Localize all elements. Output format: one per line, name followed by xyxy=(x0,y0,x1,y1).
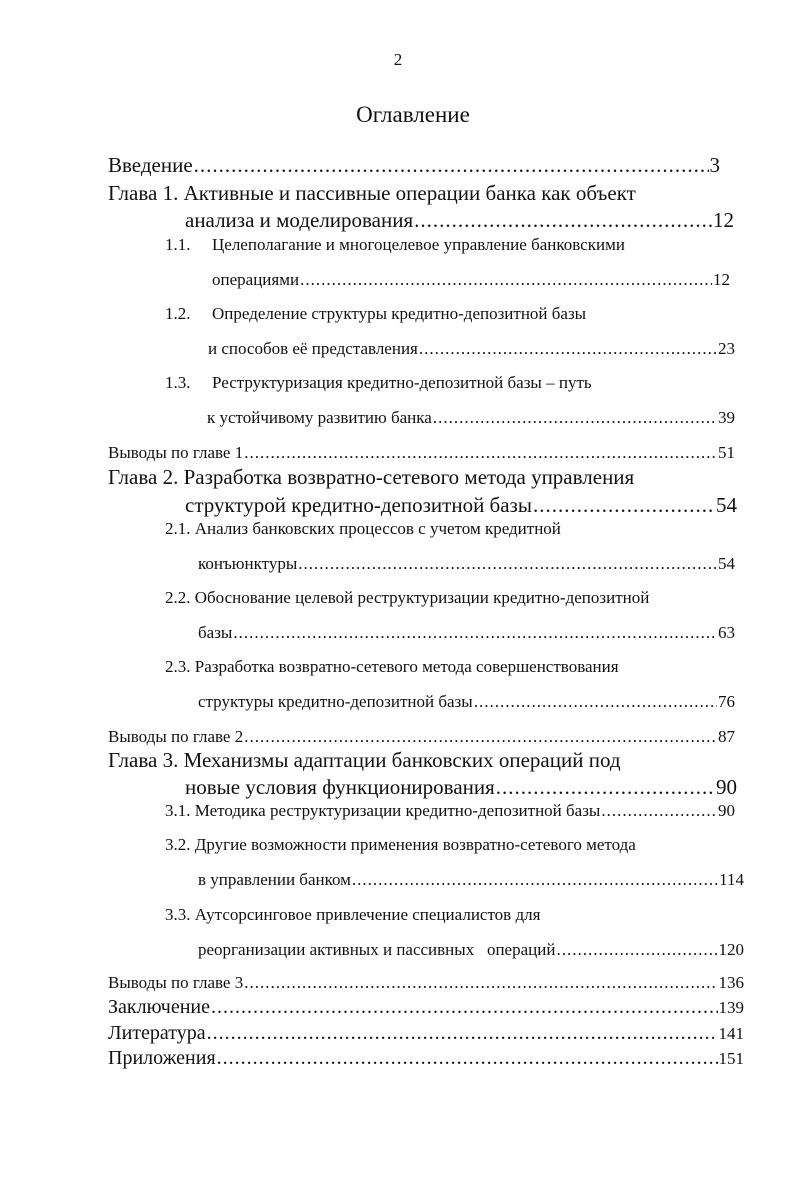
toc-entry-label: новые условия функционирования xyxy=(185,775,495,799)
toc-page-number: 54 xyxy=(718,554,735,573)
toc-title: Оглавление xyxy=(356,102,470,127)
toc-page-number: 54 xyxy=(716,493,737,517)
toc-section-2-2 xyxy=(198,623,735,643)
toc-chapter-1 xyxy=(185,208,734,233)
toc-page-number: 51 xyxy=(718,443,735,462)
toc-entry-label: Выводы по главе 3 xyxy=(108,973,244,992)
toc-section-1-1 xyxy=(212,270,730,290)
toc-section-2-1 xyxy=(198,554,735,574)
toc-section-2-3 xyxy=(198,692,735,712)
toc-section-3-3-title: 3.3. Аутсорсинговое привлечение специалистов для xyxy=(165,905,541,924)
toc-entry-conclusion xyxy=(108,996,744,1019)
toc-page-number: 90 xyxy=(718,801,735,820)
section-number: 1.2. xyxy=(165,304,191,323)
toc-section-2-2-title: 2.2. Обоснование целевой реструктуризации кредитно-депозитной xyxy=(165,588,650,607)
toc-entry-appendices xyxy=(108,1047,744,1070)
section-number: 1.1. xyxy=(165,235,191,254)
toc-entry-label: конъюнктуры xyxy=(198,554,298,573)
toc-entry-intro xyxy=(108,153,720,178)
toc-entry-label: базы xyxy=(198,623,233,642)
toc-section-1-2 xyxy=(208,339,735,359)
toc-section-2-1-title: 2.1. Анализ банковских процессов с учетом кредитной xyxy=(165,519,561,538)
dot-leader xyxy=(601,801,717,821)
toc-entry-label: в управлении банком xyxy=(198,870,351,889)
dot-leader xyxy=(217,1047,718,1070)
toc-section-1-3-title xyxy=(165,373,592,393)
toc-section-1-2-title xyxy=(165,304,586,324)
toc-chapter-2 xyxy=(185,493,737,518)
dot-leader xyxy=(556,940,717,960)
toc-section-3-2 xyxy=(198,870,744,890)
toc-entry-label: анализа и моделирования xyxy=(185,208,414,232)
toc-chapter-1-conclusions xyxy=(108,443,735,463)
toc-page-number: 114 xyxy=(719,870,744,889)
toc-page-number: 23 xyxy=(718,339,735,358)
toc-page-number: 3 xyxy=(709,153,720,177)
toc-chapter-2-conclusions xyxy=(108,727,735,747)
toc-entry-label: Выводы по главе 2 xyxy=(108,727,244,746)
toc-entry-label: Приложения xyxy=(108,1047,216,1069)
toc-page-number: 141 xyxy=(718,1024,744,1043)
toc-page-number: 39 xyxy=(718,408,735,427)
dot-leader xyxy=(300,270,712,290)
toc-entry-label: реорганизации активных и пассивных операций xyxy=(198,940,556,959)
toc-page-number: 139 xyxy=(718,998,744,1017)
dot-leader xyxy=(298,554,717,574)
dot-leader xyxy=(244,727,717,747)
toc-page-number: 63 xyxy=(718,623,735,642)
toc-chapter-3-title: Глава 3. Механизмы адаптации банковских операций под xyxy=(108,748,621,772)
dot-leader xyxy=(211,996,718,1019)
toc-page-number: 12 xyxy=(713,208,734,232)
toc-entry-label: операциями xyxy=(212,270,300,289)
section-title: Реструктуризация кредитно-депозитной базы – путь xyxy=(212,373,592,392)
toc-page-number: 90 xyxy=(716,775,737,799)
toc-section-2-3-title: 2.3. Разработка возвратно-сетевого метода совершенствования xyxy=(165,657,619,676)
toc-entry-label: Литература xyxy=(108,1022,206,1044)
dot-leader xyxy=(433,408,717,428)
dot-leader xyxy=(474,692,717,712)
dot-leader xyxy=(244,973,717,993)
toc-entry-label: и способов её представления xyxy=(208,339,418,358)
dot-leader xyxy=(496,775,715,800)
dot-leader xyxy=(233,623,717,643)
dot-leader xyxy=(419,339,717,359)
dot-leader xyxy=(244,443,717,463)
toc-section-3-1 xyxy=(165,801,735,821)
toc-page-number: 76 xyxy=(718,692,735,711)
toc-entry-label: к устойчивому развитию банка xyxy=(207,408,432,427)
toc-chapter-3-conclusions xyxy=(108,973,744,993)
toc-entry-label: структуры кредитно-депозитной базы xyxy=(198,692,473,711)
toc-entry-label: Выводы по главе 1 xyxy=(108,443,244,462)
toc-page-number: 87 xyxy=(718,727,735,746)
section-title: Целеполагание и многоцелевое управление банковскими xyxy=(212,235,625,254)
section-number: 1.3. xyxy=(165,373,191,392)
dot-leader xyxy=(194,153,709,178)
toc-chapter-2-title: Глава 2. Разработка возвратно-сетевого метода управления xyxy=(108,465,635,489)
toc-section-1-3 xyxy=(207,408,735,428)
toc-page-number: 151 xyxy=(718,1049,744,1068)
toc-entry-label: Заключение xyxy=(108,996,210,1018)
toc-section-3-3 xyxy=(198,940,744,960)
dot-leader xyxy=(207,1022,718,1045)
dot-leader xyxy=(414,208,712,233)
dot-leader xyxy=(352,870,718,890)
toc-entry-label: 3.1. Методика реструктуризации кредитно-депозитной базы xyxy=(165,801,601,820)
toc-section-1-1-title xyxy=(165,235,625,255)
toc-section-3-2-title: 3.2. Другие возможности применения возвратно-сетевого метода xyxy=(165,835,636,854)
toc-entry-label: Введение xyxy=(108,153,193,177)
section-title: Определение структуры кредитно-депозитной базы xyxy=(212,304,587,323)
dot-leader xyxy=(533,493,715,518)
toc-chapter-1-title: Глава 1. Активные и пассивные операции банка как объект xyxy=(108,181,636,205)
toc-chapter-3 xyxy=(185,775,737,800)
toc-entry-label: структурой кредитно-депозитной базы xyxy=(185,493,532,517)
toc-page-number: 120 xyxy=(718,940,744,959)
toc-entry-literature xyxy=(108,1022,744,1045)
page-number: 2 xyxy=(393,50,403,69)
toc-page-number: 136 xyxy=(718,973,744,992)
toc-page-number: 12 xyxy=(713,270,730,289)
